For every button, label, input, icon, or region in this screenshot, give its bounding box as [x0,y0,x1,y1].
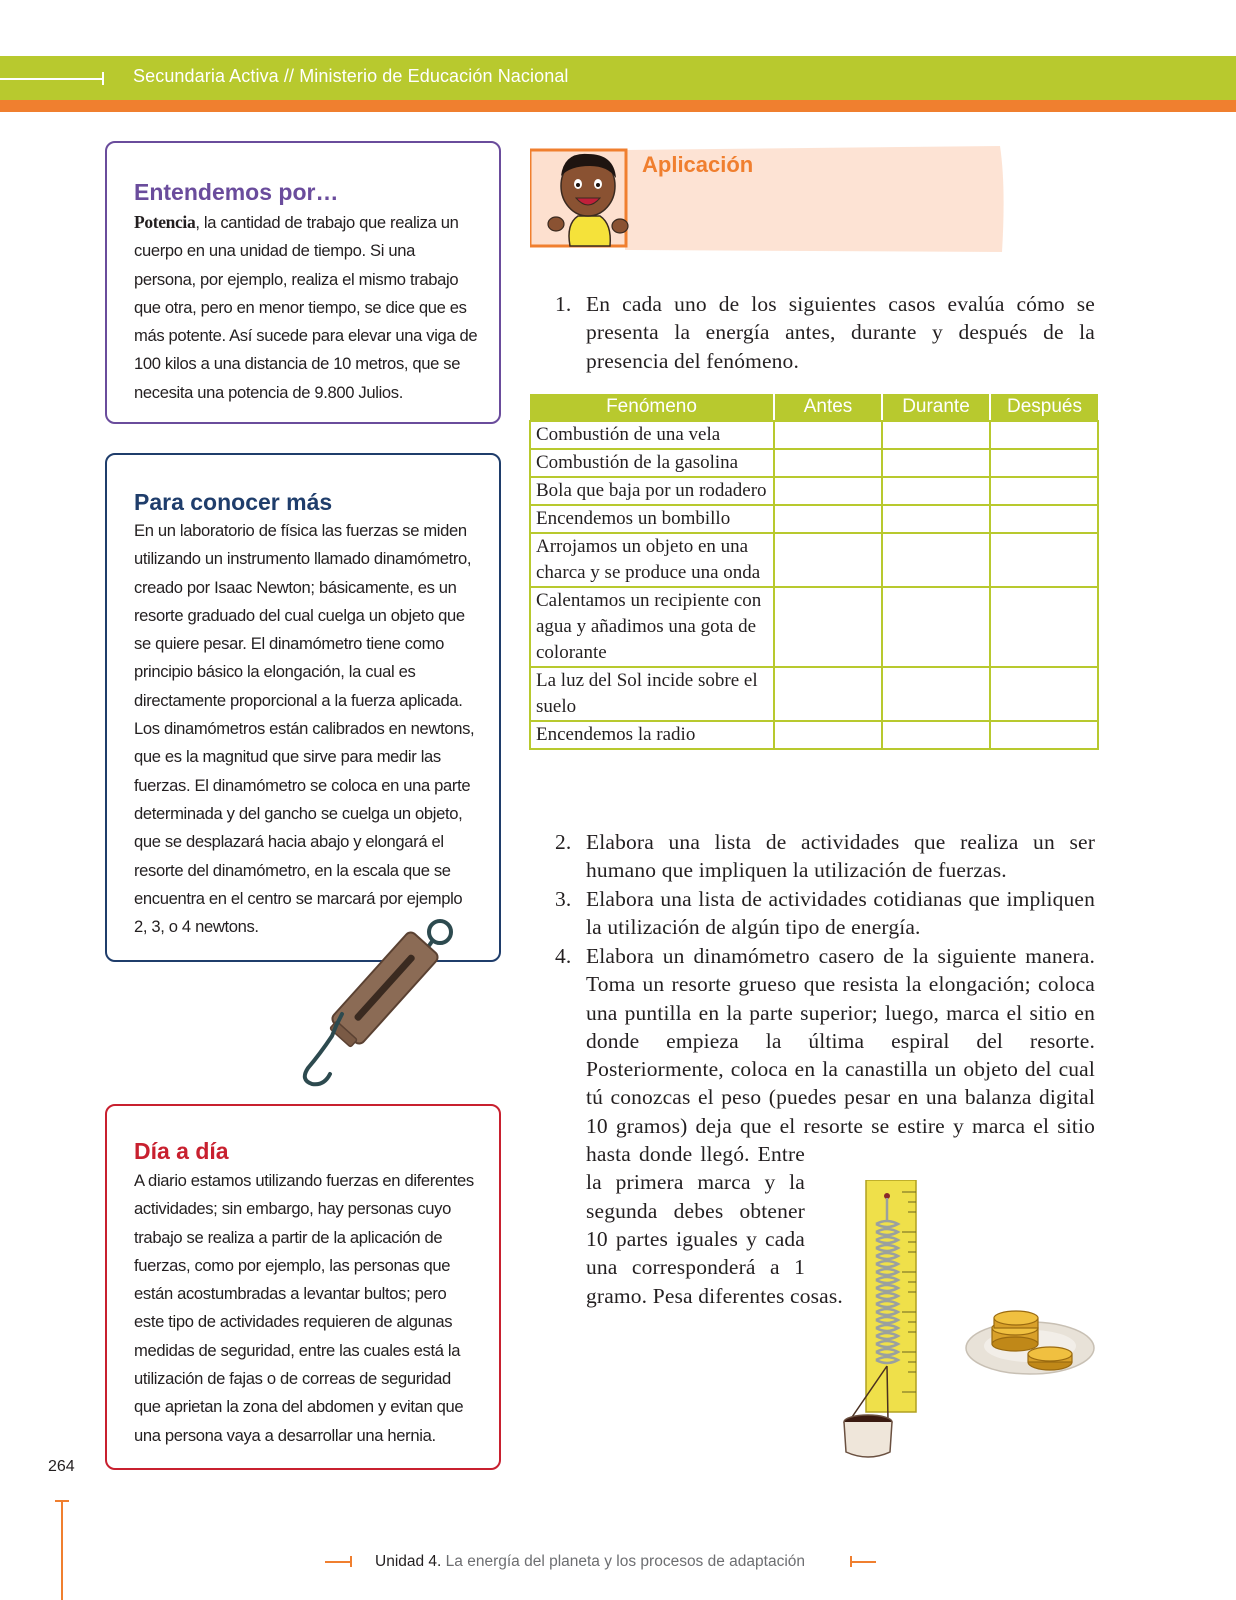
table-row [530,505,1098,533]
table-header-row [530,394,1098,421]
cell-antes[interactable] [774,533,882,587]
header-stripe [0,100,1236,112]
homemade-dynamometer-illustration [840,1180,1100,1470]
cell-antes[interactable] [774,421,882,449]
question-2-text: Elabora una lista de actividades que realiza un ser humano que impliquen la utilización de fuerzas. [586,830,1095,883]
cell-despues[interactable] [990,587,1098,667]
footer-vertical-line [61,1500,63,1600]
footer-right-line [850,1561,876,1563]
question-3-text: Elabora una lista de actividades cotidianas que impliquen la utilización de algún tipo de energía. [586,887,1095,940]
footer-left-line [325,1561,351,1563]
para-conocer-title: Para conocer más [134,489,333,515]
entendemos-box [105,141,501,424]
header-line [0,78,103,80]
cell-durante[interactable] [882,667,990,721]
cell-durante[interactable] [882,449,990,477]
entendemos-title: Entendemos por… [134,179,339,205]
cell-antes[interactable] [774,505,882,533]
cell-durante[interactable] [882,587,990,667]
row-phenomenon: Encendemos un bombillo [530,505,774,533]
page-number: 264 [48,1458,75,1475]
table-row [530,449,1098,477]
cell-durante[interactable] [882,505,990,533]
row-phenomenon: Combustión de la gasolina [530,449,774,477]
para-conocer-box [105,453,501,962]
cell-antes[interactable] [774,667,882,721]
header-series-title: Secundaria Activa // Ministerio de Educación Nacional [133,66,569,86]
question-3 [555,885,1095,942]
cell-antes[interactable] [774,449,882,477]
footer-unit-label: Unidad 4. [375,1553,442,1570]
cell-despues[interactable] [990,505,1098,533]
question-1-text: En cada uno de los siguientes casos evalúa cómo se presenta la energía antes, durante y después de la presencia del fenómeno. [586,292,1095,373]
entendemos-body: , la cantidad de trabajo que realiza un cuerpo en una unidad de tiempo. Si una persona, por ejemplo, realiza el mismo trabajo que otra, pero en menor tiempo, se dice que es más potente. Así sucede para elevar una viga de 100 kilos a una distancia de 10 metros, que se necesita una potencia de 9.800 Julios. [134,213,478,402]
cell-antes[interactable] [774,587,882,667]
dia-a-dia-body: A diario estamos utilizando fuerzas en diferentes actividades; sin embargo, hay personas cuyo trabajo se realiza a partir de la aplicación de fuerzas, como por ejemplo, las personas que están acostumbradas a levantar bultos; pero este tipo de actividades requieren de algunas medidas de seguridad, entre las cuales está la utilización de fajas o de correas de seguridad que aprietan la zona del abdomen y evitan que una persona vaya a desarrollar una hernia. [134,1171,474,1445]
row-phenomenon: Combustión de una vela [530,421,774,449]
entendemos-text [134,208,479,407]
row-phenomenon: Bola que baja por un rodadero [530,477,774,505]
header-fenomeno: Fenómeno [530,394,774,421]
header-antes: Antes [774,394,882,421]
table-row [530,421,1098,449]
cell-durante[interactable] [882,533,990,587]
cell-despues[interactable] [990,667,1098,721]
question-3-number: 3. [555,887,572,911]
cell-despues[interactable] [990,477,1098,505]
row-phenomenon: Encendemos la radio [530,721,774,749]
header-durante: Durante [882,394,990,421]
dia-a-dia-box [105,1104,501,1470]
header-despues: Después [990,394,1098,421]
question-4-number: 4. [555,944,572,968]
question-1-number: 1. [555,292,572,316]
cell-despues[interactable] [990,721,1098,749]
cell-despues[interactable] [990,421,1098,449]
cell-despues[interactable] [990,533,1098,587]
row-phenomenon: La luz del Sol incide sobre el suelo [530,667,774,721]
entendemos-term: Potencia [134,212,196,232]
question-4-body: Elabora un dinamómetro casero de la siguiente manera. Toma un resorte grueso que resista la elongación; coloca una puntilla en la parte superior; luego, marca el sitio en donde empieza la última espiral del resorte. Posteriormente, coloca en la canastilla un objeto del cual tú conozcas el peso (puedes pesar en una balanza digital 10 gramos) deja que el resorte se estire y marca el sitio hasta donde llegó. Entre la primera marca y la segunda debes obtener 10 partes iguales y cada una corresponderá a 1 gramo. Pesa diferentes cosas. [586,944,1095,1308]
cell-despues[interactable] [990,449,1098,477]
table-row [530,587,1098,667]
footer-right-tick [850,1556,852,1567]
aplicacion-banner [530,146,1008,254]
cell-antes[interactable] [774,721,882,749]
cell-durante[interactable] [882,477,990,505]
table-row [530,667,1098,721]
question-2-number: 2. [555,830,572,854]
footer-vertical-tick [55,1500,69,1502]
table-row [530,477,1098,505]
cell-durante[interactable] [882,421,990,449]
footer-left-tick [350,1556,352,1567]
energy-table [529,394,1099,750]
aplicacion-title: Aplicación [642,152,754,177]
row-phenomenon: Calentamos un recipiente con agua y añadimos una gota de colorante [530,587,774,667]
footer-unit-title [375,1553,805,1571]
question-2 [555,828,1095,885]
question-1 [555,290,1095,375]
header-tick [102,72,104,85]
footer-unit-name: La energía del planeta y los procesos de adaptación [441,1553,806,1570]
cell-antes[interactable] [774,477,882,505]
spring-scale-illustration [290,918,470,1090]
table-row [530,721,1098,749]
row-phenomenon: Arrojamos un objeto en una charca y se produce una onda [530,533,774,587]
table-row [530,533,1098,587]
dia-a-dia-title: Día a día [134,1138,229,1164]
para-conocer-body: En un laboratorio de física las fuerzas se miden utilizando un instrumento llamado dinamómetro, creado por Isaac Newton; básicamente, es un resorte graduado del cual cuelga un objeto que se quiere pesar. El dinamómetro tiene como principio básico la elongación, la cual es directamente proporcional a la fuerza aplicada. Los dinamómetros están calibrados en newtons, que es la magnitud que sirve para medir las fuerzas. El dinamómetro se coloca en una parte determinada y del gancho se cuelga un objeto, que se desplazará hacia abajo y elongará el resorte del dinamómetro, en la escala que se encuentra en el centro se marcará por ejemplo 2, 3, o 4 newtons. [134,521,475,937]
cell-durante[interactable] [882,721,990,749]
